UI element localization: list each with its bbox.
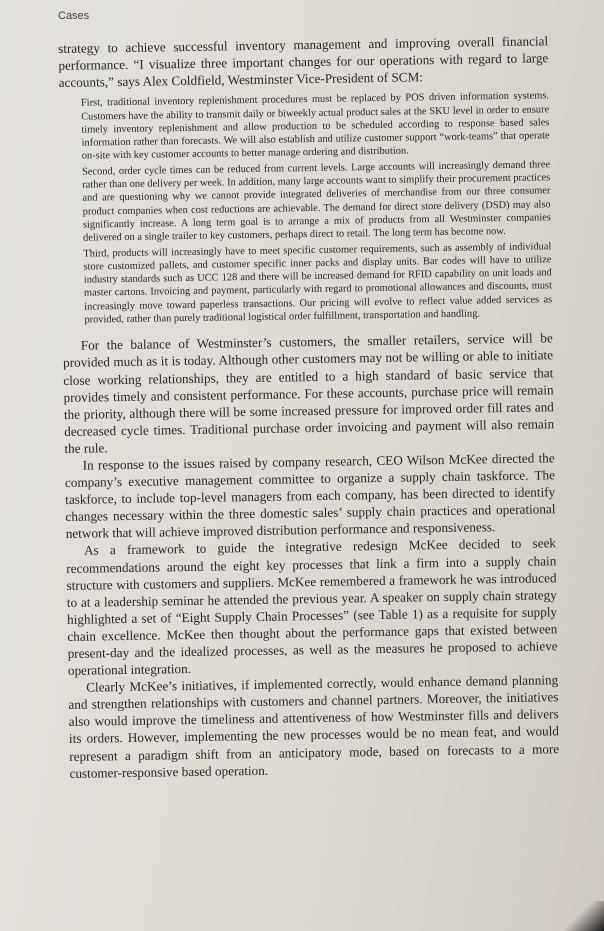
body-paragraph-3: As a framework to guide the integrative redesign McKee decided to seek recommendations around the eight key processes that link a firm into a supply chain structure with customers and suppliers. McKee remembered a framework he was introduced to at a leadership seminar he attended the previous year. A speaker on supply chain strategy highlighted a set of “Eight Supply Chain Processes” (see Table 1) as a requisite for supply chain excellence. McKee then thought about the performance gaps that existed between present-day and the idealized processes, as well as the measures he proposed to achieve operational integration. xyxy=(66,535,558,679)
intro-paragraph: strategy to achieve successful inventory management and improving overall financial performance. “I visualize three important changes for our operations with regard to large accounts,” says Alex Coldfield, Westminster Vice-President of SCM: xyxy=(58,33,549,91)
body-paragraph-2: In response to the issues raised by company research, CEO Wilson McKee directed the company’s executive management committee to organize a supply chain taskforce. The taskforce, to include top-level managers from each company, has been directed to identify changes necessary within the three domestic sales’ supply chain practices and operational network that will achieve improved distribution performance and responsiveness. xyxy=(64,450,556,542)
quote-paragraph-3: Third, products will increasingly have to meet specific customer requirements, such as assembly of individual store customized pallets, and customer specific inner packs and display units. Bar codes will have to utilize industry standards such as UCC 128 and there will be increased demand for RFID capability on unit loads and master cartons. Invoicing and payment, particularly with regard to promotional allowances and discounts, must increasingly move toward paperless transactions. Our pricing will evolve to reflect value added services as provided, rather than purely traditional logistical order fulfillment, transportation and handling. xyxy=(83,240,553,326)
body-paragraph-1: For the balance of Westminster’s customers, the smaller retailers, service will be provided much as it is today. Although other customers may not be willing or able to initiate close working relationships, they are entitled to a high standard of basic service that provides timely and consistent performance. For these accounts, purchase price will remain the priority, although there will be some increased pressure for improved order fill rates and decreased cycle times. Traditional purchase order invoicing and payment will also remain the rule. xyxy=(62,330,555,456)
page-corner-shadow xyxy=(564,901,604,931)
page-content xyxy=(58,32,560,781)
quote-paragraph-2: Second, order cycle times can be reduced from current levels. Large accounts will increasingly demand three rather than one delivery per week. In addition, many large accounts want to simplify their procurement practices and are questioning why we cannot provide integrated deliveries of merchandise from our three consumer product companies when cost reductions are achievable. The demand for direct store delivery (DSD) may also significantly increase. A long term goal is to arrange a mix of products from all Westminster companies delivered on a single trailer to key customers, perhaps direct to retail. The long term has become now. xyxy=(81,159,551,244)
quote-paragraph-1: First, traditional inventory replenishment procedures must be replaced by POS driven information systems. Customers have the ability to transmit daily or biweekly actual product sales at the SKU level in order to ensure timely inventory replenishment and allow production to be scheduled according to response based sales information rather than forecasts. We will also establish and utilize customer support “work-teams” that operate on-site with key customer accounts to better manage ordering and distribution. xyxy=(80,90,550,163)
running-head: Cases xyxy=(58,10,90,22)
body-paragraph-4: Clearly McKee’s initiatives, if implemented correctly, would enhance demand planning and strengthen relationships with customers and channel partners. Moreover, the initiatives also would improve the timeliness and attentiveness of how Westminster fills and delivers its orders. However, implementing the new processes would be no mean feat, and would represent a paradigm shift from an anticipatory mode, based on forecasts to a more customer-responsive based operation. xyxy=(68,672,560,781)
block-quote xyxy=(81,90,553,327)
